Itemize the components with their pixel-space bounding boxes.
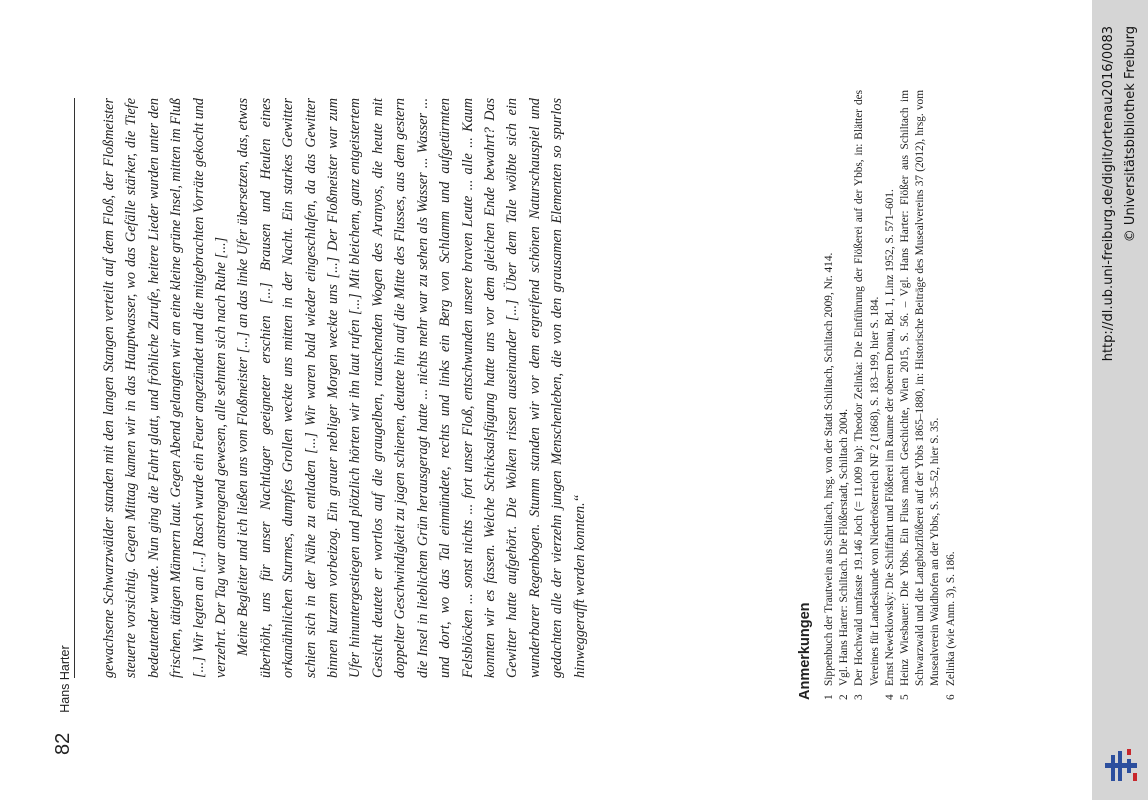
body-paragraph: gewachsene Schwarzwälder standen mit den langen Stangen verteilt auf dem Floß, der Floßmeister steuerte vorsichtig. Gegen Mittag kamen wir in das Hauptwasser, wo das Gefälle stärker, die Tiefe bedeutender wurde. Nun ging die Fahrt glatt, und fröhliche Zurufe, heitere Lieder wurden unter den frischen, tätigen Männern laut. Gegen Abend gelangten wir an eine kleine grüne Insel, mitten im Fluß [...] Wir legten an [...] Rasch wurde ein Feuer angezündet und die mitgebrachten Vorräte gekocht und verzehrt. Der Tag war anstrengend gewesen, alle sehnten sich nach Ruhe [...] [101, 98, 230, 678]
endnotes [796, 90, 959, 700]
notes-list [822, 90, 959, 700]
note-item [852, 90, 882, 700]
body-paragraph: Meine Begleiter und ich ließen uns vom Floßmeister [...] an das linke Ufer übersetzen, das, etwas überhöht, uns für unser Nachtlager geeigneter erschien [...] Brausen und Heulen eines orkanähnlichen Sturmes, dumpfes Grollen weckte uns mitten in der Nacht. Ein starkes Gewitter schien sich in der Nähe zu entladen [...] Wir waren bald wieder eingeschlafen, da das Gewitter binnen kurzem vorbeizog. Ein grauer nebliger Morgen weckte uns [...] Der Floßmeister war zum Ufer hinuntergestiegen und plötzlich hörten wir ihn laut rufen [...] Mit bleichem, ganz entgeistertem Gesicht deutete er wortlos auf die graugelben, rauschenden Wogen des Aranyos, die heute mit doppelter Geschwindigkeit zu jagen schienen, deutete hin auf die Mitte des Flusses, aus dem gestern die Insel in lieblichem Grün herausgeragt hatte ... nichts mehr war zu sehen als Wasser ... Wasser ... und dort, wo das Tal einmündete, rechts und links ein Berg von Schlamm und aufgetürmten Felsblöcken ... sonst nichts ... fort unser Floß, entschwunden unsere braven Leute ... alle ... Kaum konnten wir es fassen. Welche Schicksalsfügung hatte uns vor dem gleichen Ende bewahrt? Das Gewitter hatte aufgehört. Die Wolken rissen auseinander [...] Über dem Tale wölbte sich ein wunderbarer Regenbogen. Stumm standen wir vor dem ergreifend schönen Naturschauspiel und gedachten alle der vierzehn jungen Menschenleben, die von den grausamen Elementen so spurlos hinweggerafft werden konnten.“ [235, 98, 588, 678]
page-number: 82 [52, 732, 74, 755]
note-number: 6 [944, 694, 957, 700]
note-number: 3 [853, 694, 866, 700]
note-text: Heinz Wiesbauer: Die Ybbs. Ein Fluss macht Geschichte, Wien 2015, S. 56. – Vgl. Hans Harter: Flößer aus Schiltach im Schwarzwald und die Langholzflößerei auf der Ybbs 1865–1880, in: Historische Beiträge des Musealvereins 37 (2012), hrsg. vom Musealverein Waidhofen an der Ybbs, S. 35–52, hier S. 35. [899, 90, 942, 686]
note-item [837, 90, 852, 700]
library-sidebar [1092, 0, 1148, 800]
ub-freiburg-logo-icon [1101, 745, 1141, 785]
header-rule [74, 98, 75, 678]
note-text: Ernst Neweklowsky: Die Schiffahrt und Flößerei im Raume der oberen Donau, Bd. 1, Linz 1952, S. 571–601. [883, 189, 896, 686]
source-url-link[interactable]: http://dl.ub.uni-freiburg.de/diglit/ortenau2016/0083 [1101, 26, 1116, 362]
copyright-notice: © Universitätsbibliothek Freiburg [1123, 26, 1138, 243]
note-item [822, 90, 837, 700]
note-number: 2 [838, 694, 851, 700]
body-text [98, 98, 591, 678]
running-head: Hans Harter [58, 645, 72, 713]
note-number: 1 [823, 694, 835, 700]
note-item [944, 90, 959, 700]
note-text: Der Hochwald umfasste 19.146 Joch (= 11.009 ha): Theodor Zelinka: Die Einführung der Flößerei auf der Ybbs, in: Blätter des Vereines für Landeskunde von Niederösterreich NF 2 (1868), S. 183–199, hier S. 184. [853, 90, 881, 686]
note-text: Sippenbuch der Trautwein aus Schiltach, hrsg. von der Stadt Schiltach, Schiltach 2009, Nr. 414. [823, 252, 835, 686]
note-number: 5 [899, 694, 912, 700]
note-item [883, 90, 898, 700]
notes-heading: Anmerkungen [797, 602, 813, 700]
note-number: 4 [883, 694, 896, 700]
sidebar-text [1092, 0, 1148, 800]
note-item [898, 90, 944, 700]
note-text: Zelinka (wie Anm. 3), S. 186. [944, 551, 957, 686]
note-text: Vgl. Hans Harter: Schiltach. Die Flößerstadt, Schiltach 2004. [838, 408, 851, 686]
page-header [48, 55, 74, 755]
